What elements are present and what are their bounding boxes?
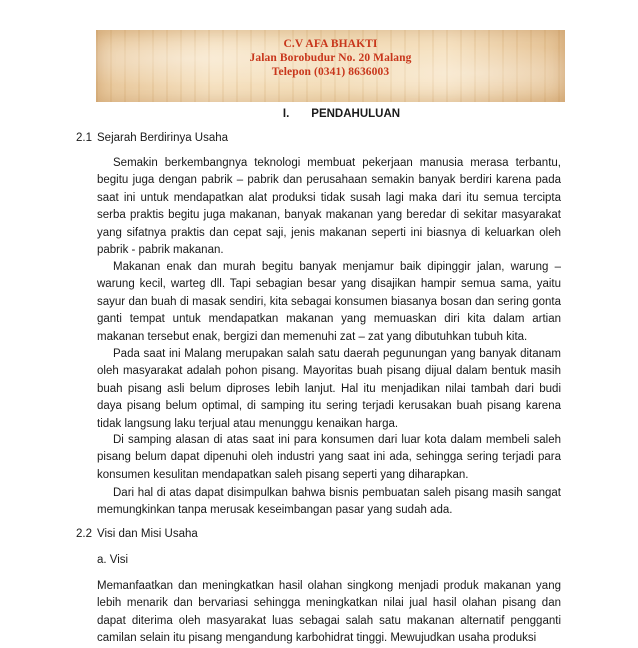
paragraph: Semakin berkembangnya teknologi membuat pekerjaan manusia merasa terbantu, begitu juga dengan pabrik – pabrik dan perusahaan semakin banyak berdiri karena pada saat ini untuk mendapatkan alat produksi tidak susah lagi maka dari itu semua tercipta serba praktis begitu juga makanan, banyak makanan yang beredar di sekitar masyarakat yang sifatnya praktis dan cepat saji, jenis makanan seperti ini biasnya di keluarkan oleh pabrik - pabrik makanan.: [97, 157, 561, 257]
visi-paragraph: Memanfaatkan dan meningkatkan hasil olahan singkong menjadi produk makanan yang lebih menarik dan bervariasi sehingga meningkatkan nilai jual hasil olahan pisang dan dapat diterima oleh masyarakat luas sebagai salah satu makanan alternatif pengganti camilan selain itu pisang mengandung karbohidrat tinggi. Mewujudkan usaha produksi: [97, 580, 561, 645]
section-heading-2: [76, 528, 198, 540]
paragraph: Pada saat ini Malang merupakan salah satu daerah pegunungan yang banyak ditanam oleh masyarakat adalah pohon pisang. Mayoritas buah pisang dijual dalam bentuk masih buah pisang asli belum diproses lebih lanjut. Hal itu menjadikan nilai tambah dari budi daya pisang belum optimal, di samping itu sering terjadi kerusakan buah pisang karena tidak langsung laku terjual atau menunggu kenaikan harga.: [97, 348, 561, 430]
company-name: C.V AFA BHAKTI: [283, 38, 378, 50]
chapter-number: I.: [282, 108, 290, 120]
paragraph: Di samping alasan di atas saat ini para konsumen dari luar kota dalam membeli saleh pisang belum dapat dipenuhi oleh industri yang saat ini ada, sehingga sering terjadi para konsumen kesulitan mendapatkan saleh pisang seperti yang diharapkan.: [97, 434, 561, 481]
section-number: 2.1: [76, 132, 92, 144]
section-title: Sejarah Berdirinya Usaha: [97, 132, 229, 144]
paragraph: Dari hal di atas dapat disimpulkan bahwa bisnis pembuatan saleh pisang masih sangat memungkinkan tanpa merusak keseimbangan pasar yang sudah ada.: [97, 487, 561, 517]
section-number: 2.2: [76, 528, 92, 540]
section-heading-1: [76, 132, 228, 144]
section-title: Visi dan Misi Usaha: [97, 528, 198, 540]
paragraph: Makanan enak dan murah begitu banyak menjamur baik dipinggir jalan, warung – warung kecil, warteg dll. Tapi sebagian besar yang disajikan hampir semua sama, yaitu sayur dan buah di masak sendiri, kita sebagai konsumen biasanya bosan dan sering gonta ganti tempat untuk mendapatkan makanan yang memuaskan diri kita dalam artian makanan tersebut enak, bergizi dan memenuhi zat – zat yang dibutuhkan tubuh kita.: [97, 261, 561, 343]
chapter-title: PENDAHULUAN: [311, 108, 401, 120]
letterhead-banner: [96, 30, 565, 102]
company-address: Jalan Borobudur No. 20 Malang: [249, 52, 412, 64]
company-phone: Telepon (0341) 8636003: [271, 66, 390, 78]
chapter-heading: [0, 108, 638, 120]
visi-label: a. Visi: [97, 554, 129, 566]
